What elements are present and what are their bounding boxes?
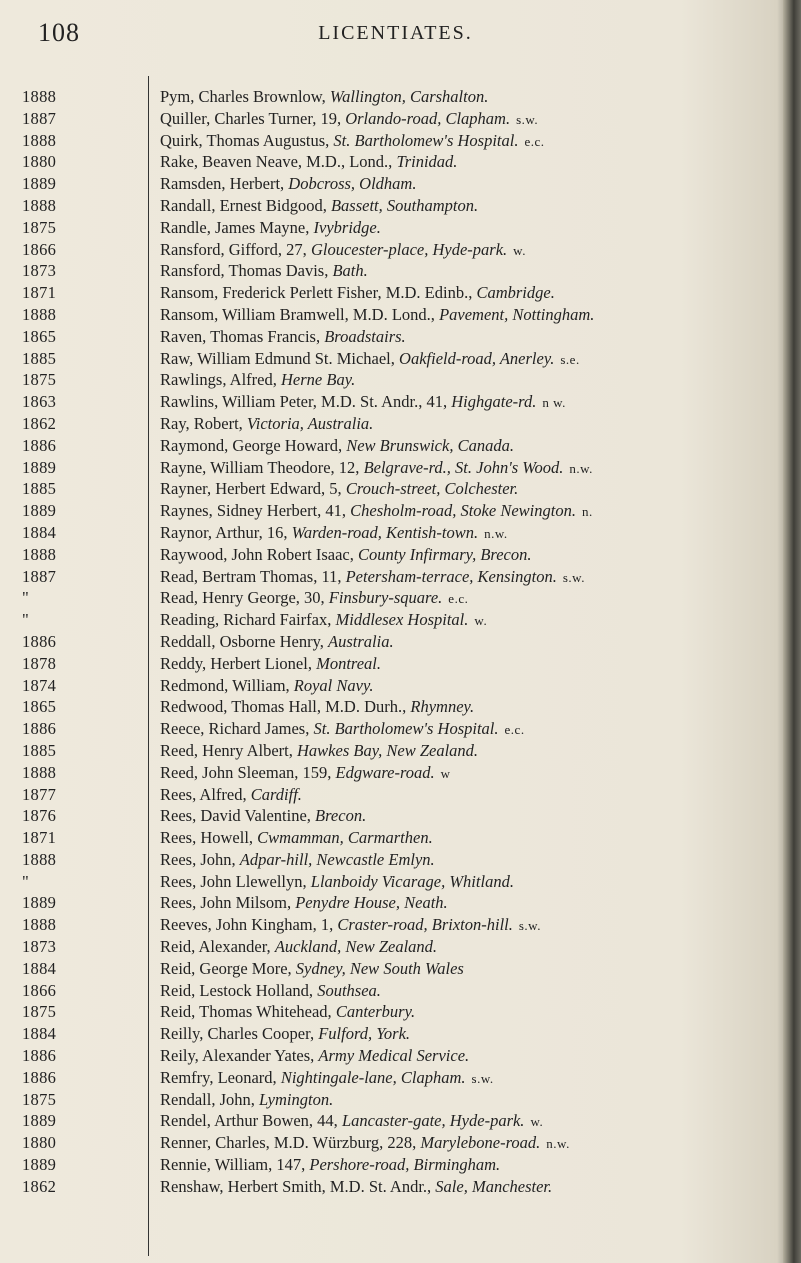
entry-name: Raywood, John Robert Isaac, (160, 544, 354, 564)
entry-text (130, 805, 366, 827)
list-item (0, 740, 790, 762)
entry-address: Finsbury-square. (328, 588, 443, 608)
entry-address: St. Bartholomew's Hospital. (313, 719, 499, 739)
entry-year: 1876 (22, 806, 57, 826)
entry-text (130, 457, 593, 479)
entry-name: Reddall, Osborne Henry, (160, 631, 324, 651)
list-item (0, 653, 790, 675)
entry-name: Rees, Alfred, (160, 784, 247, 804)
entry-year: 1888 (22, 849, 57, 869)
list-item (0, 609, 790, 631)
entry-address: Gloucester-place, Hyde-park. (310, 239, 508, 259)
entry-text (130, 173, 416, 195)
entry-text (130, 740, 478, 762)
entry-year: 1877 (22, 784, 57, 804)
entry-text (130, 195, 478, 217)
entry-district: n. (581, 504, 593, 520)
entry-year: 1862 (22, 1176, 57, 1196)
entry-name: Randle, James Mayne, (160, 217, 310, 237)
entry-text (130, 130, 545, 152)
entry-name: Renner, Charles, M.D. Würzburg, 228, (160, 1133, 417, 1153)
entry-address: Cwmamman, Carmarthen. (257, 828, 433, 848)
entry-text (130, 871, 514, 893)
list-item (0, 326, 790, 348)
licentiates-list (0, 86, 790, 1198)
list-item (0, 1154, 790, 1176)
entry-district: s.w. (518, 918, 541, 934)
list-item (0, 522, 790, 544)
entry-year: 1874 (22, 675, 57, 695)
entry-address: Sale, Manchester. (435, 1176, 553, 1196)
list-item (0, 958, 790, 980)
entry-year: 1880 (22, 152, 57, 172)
entry-name: Rees, John Milsom, (160, 893, 292, 913)
list-item (0, 173, 790, 195)
entry-name: Rendall, John, (160, 1089, 255, 1109)
entry-text (130, 1023, 410, 1045)
entry-text (130, 217, 381, 239)
entry-text (130, 936, 437, 958)
entry-name: Rees, Howell, (160, 828, 254, 848)
list-item (0, 457, 790, 479)
entry-address: Chesholm-road, Stoke Newington. (350, 501, 576, 521)
entry-text (130, 980, 381, 1002)
entry-name: Quiller, Charles Turner, 19, (160, 108, 342, 128)
list-item (0, 1023, 790, 1045)
entry-name: Reily, Alexander Yates, (160, 1046, 315, 1066)
entry-year: 1866 (22, 980, 57, 1000)
entry-name: Ransford, Gifford, 27, (160, 239, 307, 259)
entry-district: w. (530, 1114, 544, 1130)
entry-name: Raven, Thomas Francis, (160, 326, 321, 346)
entry-text (130, 696, 474, 718)
entry-name: Rake, Beaven Neave, M.D., Lond., (160, 152, 393, 172)
entry-year: 1878 (22, 653, 57, 673)
entry-year: 1880 (22, 1133, 57, 1153)
entry-name: Reed, Henry Albert, (160, 740, 293, 760)
entry-text (130, 784, 302, 806)
entry-district: n.w. (546, 1136, 570, 1152)
entry-name: Ransom, Frederick Perlett Fisher, M.D. Edinb., (160, 283, 473, 303)
entry-year: 1885 (22, 740, 57, 760)
entry-text (130, 544, 532, 566)
entry-name: Reid, Alexander, (160, 937, 271, 957)
entry-district: s.e. (560, 351, 580, 367)
list-item (0, 544, 790, 566)
entry-text (130, 500, 593, 522)
list-item (0, 86, 790, 108)
entry-name: Redmond, William, (160, 675, 290, 695)
entry-address: Craster-road, Brixton-hill. (337, 915, 513, 935)
entry-text (130, 478, 518, 500)
entry-address: Llanboidy Vicarage, Whitland. (310, 871, 514, 891)
entry-year: 1866 (22, 239, 57, 259)
page-number: 108 (38, 18, 80, 47)
entry-address: Crouch-street, Colchester. (345, 479, 519, 499)
list-item (0, 304, 790, 326)
entry-address: Fulford, York. (318, 1024, 411, 1044)
entry-address: Belgrave-rd., St. John's Wood. (363, 457, 564, 477)
entry-year: 1865 (22, 326, 57, 346)
entry-text (130, 239, 526, 261)
entry-text (130, 1067, 494, 1089)
list-item (0, 1132, 790, 1154)
entry-text (130, 435, 514, 457)
list-item (0, 239, 790, 261)
entry-name: Reading, Richard Fairfax, (160, 610, 332, 630)
entry-text (130, 718, 525, 740)
list-item (0, 260, 790, 282)
entry-name: Reed, John Sleeman, 159, (160, 762, 332, 782)
entry-text (130, 892, 448, 914)
list-item (0, 1045, 790, 1067)
entry-text (130, 391, 566, 413)
entry-name: Read, Bertram Thomas, 11, (160, 566, 342, 586)
page-header (38, 18, 753, 52)
entry-text (130, 609, 487, 631)
entry-district: e.c. (524, 133, 545, 149)
entry-address: Royal Navy. (293, 675, 374, 695)
entry-address: Dobcross, Oldham. (288, 174, 417, 194)
entry-district: e.c. (504, 722, 525, 738)
entry-name: Raynes, Sidney Herbert, 41, (160, 501, 347, 521)
entry-year: 1871 (22, 283, 57, 303)
entry-text (130, 260, 368, 282)
entry-text (130, 1154, 500, 1176)
entry-year: 1863 (22, 392, 57, 412)
entry-address: Ivybridge. (313, 217, 381, 237)
entry-year: 1884 (22, 1024, 57, 1044)
list-item (0, 805, 790, 827)
entry-name: Rawlings, Alfred, (160, 370, 277, 390)
entry-year: 1887 (22, 566, 57, 586)
entry-year: 1886 (22, 1067, 57, 1087)
list-item (0, 1067, 790, 1089)
entry-year: 1871 (22, 828, 57, 848)
entry-address: Herne Bay. (281, 370, 356, 390)
entry-name: Pym, Charles Brownlow, (160, 87, 326, 106)
entry-text (130, 413, 373, 435)
entry-name: Remfry, Leonard, (160, 1067, 277, 1087)
entry-year: 1888 (22, 195, 57, 215)
entry-text (130, 282, 555, 304)
entry-address: New Brunswick, Canada. (346, 435, 514, 455)
entry-address: Auckland, New Zealand. (274, 937, 438, 957)
entry-address: Marylebone-road. (420, 1133, 541, 1153)
entry-address: Adpar-hill, Newcastle Emlyn. (239, 849, 435, 869)
entry-text (130, 827, 433, 849)
entry-name: Rees, John Llewellyn, (160, 871, 307, 891)
entry-address: Southsea. (317, 980, 381, 1000)
list-item (0, 1089, 790, 1111)
entry-name: Rennie, William, 147, (160, 1155, 306, 1175)
entry-text (130, 566, 585, 588)
entry-address: Pershore-road, Birmingham. (309, 1155, 501, 1175)
entry-address: Petersham-terrace, Kensington. (345, 566, 557, 586)
list-item (0, 631, 790, 653)
list-item (0, 108, 790, 130)
list-item (0, 1176, 790, 1198)
entry-address: Brecon. (315, 806, 367, 826)
list-item (0, 435, 790, 457)
entry-name: Ramsden, Herbert, (160, 174, 285, 194)
entry-year: 1875 (22, 1002, 57, 1022)
entry-address: Canterbury. (335, 1002, 416, 1022)
entry-address: Edgware-road. (335, 762, 435, 782)
entry-address: Orlando-road, Clapham. (345, 108, 511, 128)
list-item (0, 1001, 790, 1023)
entry-year: " (22, 588, 30, 608)
list-item (0, 151, 790, 173)
entry-year: 1886 (22, 435, 57, 455)
entry-district: n.w. (569, 460, 593, 476)
entry-name: Reece, Richard James, (160, 719, 310, 739)
list-item (0, 871, 790, 893)
entry-name: Raymond, George Howard, (160, 435, 343, 455)
entry-district: w. (513, 242, 526, 258)
entry-year: 1885 (22, 479, 57, 499)
list-item (0, 566, 790, 588)
entry-year: 1889 (22, 1155, 57, 1175)
list-item (0, 217, 790, 239)
entry-text (130, 108, 538, 130)
entry-year: " (22, 871, 30, 891)
list-item (0, 1110, 790, 1132)
entry-text (130, 1176, 552, 1198)
entry-name: Reilly, Charles Cooper, (160, 1024, 315, 1044)
entry-district: n w. (542, 395, 566, 411)
entry-year: 1884 (22, 522, 57, 542)
entry-name: Raw, William Edmund St. Michael, (160, 348, 395, 368)
entry-name: Quirk, Thomas Augustus, (160, 130, 330, 150)
entry-address: Penydre House, Neath. (295, 893, 448, 913)
list-item (0, 130, 790, 152)
entry-district: w (440, 765, 451, 781)
entry-address: Lancaster-gate, Hyde-park. (341, 1111, 525, 1131)
entry-address: Highgate-rd. (451, 392, 537, 412)
entry-name: Rendel, Arthur Bowen, 44, (160, 1111, 338, 1131)
entry-address: County Infirmary, Brecon. (357, 544, 532, 564)
list-item (0, 914, 790, 936)
entry-text (130, 958, 464, 980)
entry-district: n.w. (484, 525, 508, 541)
list-item (0, 980, 790, 1002)
entry-district: e.c. (448, 591, 469, 607)
entry-year: 1889 (22, 457, 57, 477)
entry-address: Australia. (328, 631, 394, 651)
entry-district: w. (474, 613, 488, 629)
list-item (0, 784, 790, 806)
entry-name: Raynor, Arthur, 16, (160, 522, 288, 542)
list-item (0, 696, 790, 718)
entry-address: Victoria, Australia. (246, 413, 374, 433)
entry-name: Ransom, William Bramwell, M.D. Lond., (160, 304, 435, 324)
entry-address: Oakfield-road, Anerley. (399, 348, 555, 368)
entry-name: Reddy, Herbert Lionel, (160, 653, 312, 673)
entry-address: Montreal. (316, 653, 382, 673)
running-head: LICENTIATES. (318, 22, 473, 44)
entry-text (130, 631, 394, 653)
entry-text (130, 1045, 469, 1067)
entry-year: 1885 (22, 348, 57, 368)
entry-address: Bassett, Southampton. (330, 195, 479, 215)
list-item (0, 762, 790, 784)
entry-address: Army Medical Service. (318, 1046, 470, 1066)
list-item (0, 413, 790, 435)
entry-text (130, 587, 468, 609)
entry-name: Ray, Robert, (160, 413, 243, 433)
entry-year: 1888 (22, 762, 57, 782)
entry-year: 1888 (22, 915, 57, 935)
entry-address: Lymington. (259, 1089, 334, 1109)
entry-year: 1873 (22, 937, 57, 957)
entry-text (130, 1110, 543, 1132)
list-item (0, 827, 790, 849)
list-item (0, 718, 790, 740)
entry-year: 1888 (22, 544, 57, 564)
entry-year: 1889 (22, 1111, 57, 1131)
entry-text (130, 849, 435, 871)
entry-text (130, 522, 508, 544)
entry-address: St. Bartholomew's Hospital. (333, 130, 519, 150)
entry-year: 1875 (22, 217, 57, 237)
list-item (0, 936, 790, 958)
entry-address: Middlesex Hospital. (335, 610, 469, 630)
list-item (0, 500, 790, 522)
list-item (0, 348, 790, 370)
entry-year: 1886 (22, 1046, 57, 1066)
entry-address: Rhymney. (410, 697, 475, 717)
entry-address: Broadstairs. (324, 326, 406, 346)
entry-name: Reid, Lestock Holland, (160, 980, 314, 1000)
entry-name: Rayner, Herbert Edward, 5, (160, 479, 342, 499)
list-item (0, 892, 790, 914)
entry-year: 1887 (22, 108, 57, 128)
list-item (0, 369, 790, 391)
entry-year: 1862 (22, 413, 57, 433)
entry-year: 1889 (22, 501, 57, 521)
entry-text (130, 1089, 333, 1111)
entry-address: Pavement, Nottingham. (439, 304, 595, 324)
entry-year: 1884 (22, 958, 57, 978)
entry-text (130, 653, 381, 675)
entry-name: Rees, David Valentine, (160, 806, 311, 826)
entry-text (130, 1132, 570, 1154)
list-item (0, 282, 790, 304)
entry-name: Reid, George More, (160, 958, 292, 978)
entry-district: s.w. (471, 1070, 494, 1086)
list-item (0, 849, 790, 871)
entry-year: " (22, 610, 30, 630)
entry-year: 1875 (22, 370, 57, 390)
entry-text (130, 762, 451, 784)
entry-year: 1888 (22, 304, 57, 324)
entry-year: 1873 (22, 261, 57, 281)
entry-year: 1886 (22, 631, 57, 651)
entry-text (130, 675, 374, 697)
list-item (0, 195, 790, 217)
entry-name: Redwood, Thomas Hall, M.D. Durh., (160, 697, 407, 717)
entry-year: 1875 (22, 1089, 57, 1109)
entry-address: Wallington, Carshalton. (329, 87, 489, 106)
list-item (0, 478, 790, 500)
entry-year: 1886 (22, 719, 57, 739)
entry-text (130, 304, 594, 326)
entry-text (130, 86, 488, 108)
entry-text (130, 348, 580, 370)
entry-district: s.w. (562, 569, 585, 585)
entry-address: Cambridge. (476, 283, 555, 303)
entry-name: Reeves, John Kingham, 1, (160, 915, 334, 935)
entry-name: Rees, John, (160, 849, 236, 869)
entry-year: 1888 (22, 130, 57, 150)
entry-text (130, 326, 406, 348)
entry-name: Rawlins, William Peter, M.D. St. Andr., 41, (160, 392, 448, 412)
entry-text (130, 1001, 415, 1023)
entry-address: Trinidad. (396, 152, 458, 172)
entry-name: Renshaw, Herbert Smith, M.D. St. Andr., (160, 1176, 432, 1196)
entry-address: Cardiff. (250, 784, 302, 804)
entry-text (130, 151, 457, 173)
entry-name: Read, Henry George, 30, (160, 588, 325, 608)
entry-text (130, 369, 355, 391)
entry-name: Rayne, William Theodore, 12, (160, 457, 360, 477)
entry-year: 1889 (22, 893, 57, 913)
entry-address: Warden-road, Kentish-town. (291, 522, 479, 542)
entry-year: 1889 (22, 174, 57, 194)
entry-name: Randall, Ernest Bidgood, (160, 195, 327, 215)
list-item (0, 391, 790, 413)
entry-address: Nightingale-lane, Clapham. (280, 1067, 466, 1087)
entry-address: Sydney, New South Wales (295, 958, 464, 978)
list-item (0, 675, 790, 697)
entry-year: 1865 (22, 697, 57, 717)
entry-year: 1888 (22, 87, 57, 106)
list-item (0, 587, 790, 609)
entry-name: Reid, Thomas Whitehead, (160, 1002, 332, 1022)
entry-address: Bath. (332, 261, 368, 281)
entry-address: Hawkes Bay, New Zealand. (297, 740, 479, 760)
entry-text (130, 914, 541, 936)
entry-district: s.w. (516, 111, 539, 127)
entry-name: Ransford, Thomas Davis, (160, 261, 329, 281)
